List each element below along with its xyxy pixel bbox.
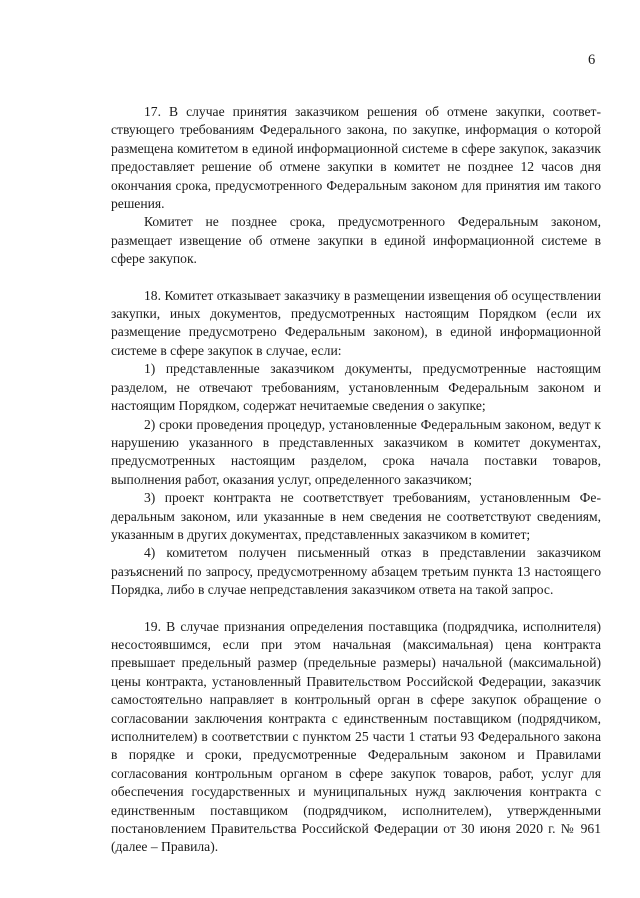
paragraph-18-item-2: 2) сроки проведения процедур, установленные Федеральным законом, ведут к нарушению указанного в представленных заказчиком в комитет документах, предусмотренных настоящим разделом, срока начала поставки товаров, выполнения работ, оказания услуг, определенного заказчиком; bbox=[111, 416, 601, 487]
paragraph-18-item-3: 3) проект контракта не соответствует требованиям, установленным Федеральным законом, или указанные в нем сведения не соответствуют сведениям, указанным в других документах, представленных заказчиком в комитет; bbox=[111, 490, 601, 542]
paragraph-18: 18. Комитет отказывает заказчику в размещении извещения об осуществлении закупки, иных документов, предусмотренных настоящим Порядком (если их размещение предусмотрено Федеральным законом), в единой информационной системе в сфере закупок в случае, если: bbox=[111, 287, 601, 358]
paragraph-18-item-4: 4) комитетом получен письменный отказ в представлении заказчиком разъяснений по запросу, предусмотренному абзацем третьим пункта 13 настоящего Порядка, либо в случае непредставления заказчиком ответа на такой запрос. bbox=[111, 545, 601, 598]
paragraph-19: 19. В случае признания определения поставщика (подрядчика, исполнителя) несостоявшимся, если при этом начальная (максимальная) цена контракта превышает предельный размер (предельные размеры) начальной (максимальной) цены контракта, установленный Правительством Российской Федерации, заказчик самостоятельно направляет в контрольный орган в сфере закупок обращение о согласовании заключения контракта с единственным поставщиком (подрядчиком, исполнителем) в соответствии с пунктом 25 части 1 статьи 93 Федерального закона в порядке и сроки, предусмотренные Федеральным законом и Правилами согласования контрольным органом в сфере закупок товаров, работ, услуг для обеспечения государственных и муниципальных нужд заключения контракта с единственным поставщиком (подрядчиком, исполнителем), утвержденными постановлением Правительства Российской Федерации от 30 июня 2020 г. № 961 (далее – Правила). bbox=[111, 618, 601, 855]
paragraph-17-notice: Комитет не позднее срока, предусмотренного Федеральным законом, размещает извещение об отмене закупки в единой информационной системе в сфере закупок. bbox=[111, 214, 601, 267]
document-body bbox=[111, 103, 601, 857]
paragraph-18-item-1: 1) представленные заказчиком документы, предусмотренные настоящим разделом, не отвечают требованиям, установленным Федеральным законом и настоящим Порядком, содержат нечитаемые сведения о закупке; bbox=[111, 361, 601, 414]
paragraph-17: 17. В случае принятия заказчиком решения об отмене закупки, соответствующего требованиям Федерального закона, по закупке, информация о которой размещена комитетом в единой информационной системе в сфере закупок, заказчик предоставляет решение об отмене закупки в комитет не позднее 12 часов дня окончания срока, предусмотренного Федеральным законом для принятия им такого решения. bbox=[111, 104, 601, 212]
page-number: 6 bbox=[588, 52, 596, 68]
